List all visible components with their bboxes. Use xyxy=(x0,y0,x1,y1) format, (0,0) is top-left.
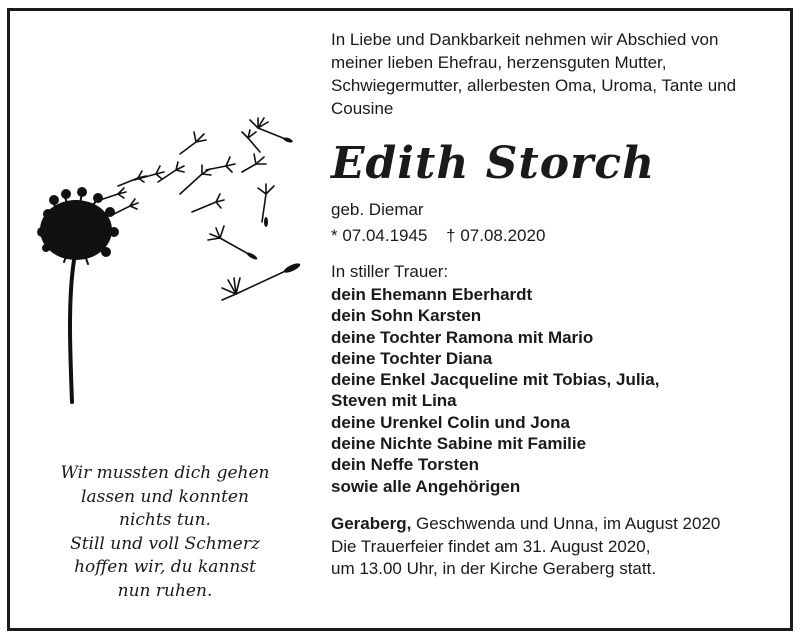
ceremony-line-2: um 13.00 Uhr, in der Kirche Geraberg statt. xyxy=(331,558,657,578)
mourner-item: deine Nichte Sabine mit Familie xyxy=(331,434,587,454)
mourner-item: dein Ehemann Eberhardt xyxy=(331,285,533,304)
mourner-item: Steven mit Lina xyxy=(331,391,457,411)
ceremony-info xyxy=(331,536,771,580)
poem xyxy=(40,462,290,604)
ceremony-line-1: Die Trauerfeier findet am 31. August 2020, xyxy=(331,536,651,556)
poem-line: Still und voll Schmerz xyxy=(70,533,260,554)
birth-name: geb. Diemar xyxy=(331,200,424,219)
obituary-text xyxy=(331,28,771,580)
life-dates xyxy=(331,224,771,248)
mourner-item: dein Sohn Karsten xyxy=(331,306,482,326)
poem-line: Wir mussten dich gehen xyxy=(60,463,270,483)
place-date xyxy=(331,512,771,535)
mourner-item: dein Neffe Torsten xyxy=(331,455,479,475)
mourners-list xyxy=(331,284,771,497)
mourner-item: deine Enkel Jacqueline mit Tobias, Julia, xyxy=(331,370,660,390)
mourner-item: deine Tochter Ramona mit Mario xyxy=(331,327,594,347)
mourner-item: deine Tochter Diana xyxy=(331,348,493,368)
intro-text: In Liebe und Dankbarkeit nehmen wir Abschied von meiner lieben Ehefrau, herzensguten Mutter, Schwiegermutter, allerbesten Oma, Uroma, Tante und Cousine xyxy=(331,30,737,118)
deceased-name: Edith Storch xyxy=(331,138,656,189)
mourning-label: In stiller Trauer: xyxy=(331,262,449,281)
poem-line: nun ruhen. xyxy=(117,580,213,601)
poem-line: hoffen wir, du kannst xyxy=(74,557,256,578)
mourner-item: deine Urenkel Colin und Jona xyxy=(331,412,570,432)
birth-date: * 07.04.1945 xyxy=(331,226,428,245)
poem-line: lassen und konnten xyxy=(81,486,249,507)
place-main: Geraberg, xyxy=(331,513,412,533)
death-date: † 07.08.2020 xyxy=(446,226,546,245)
mourner-item: sowie alle Angehörigen xyxy=(331,476,521,496)
poem-line: nichts tun. xyxy=(119,510,211,531)
dandelion-icon xyxy=(30,90,320,410)
place-rest: Geschwenda und Unna, im August 2020 xyxy=(411,513,721,533)
